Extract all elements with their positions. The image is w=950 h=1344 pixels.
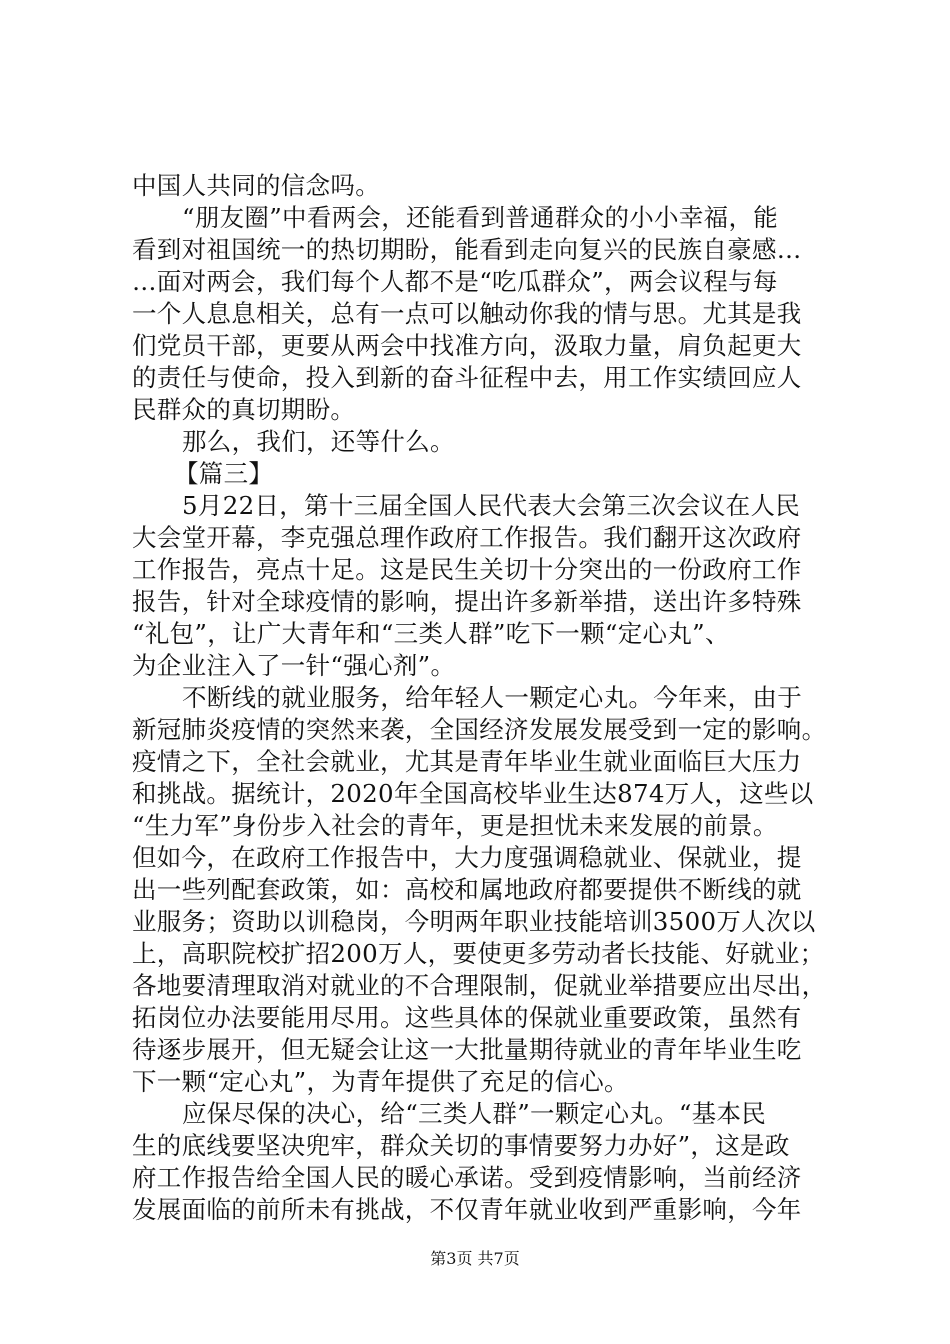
text-line: “生力军”身份步入社会的青年，更是担忧未来发展的前景。 <box>132 811 778 840</box>
text-line: 发展面临的前所未有挑战，不仅青年就业收到严重影响，今年 <box>132 1195 802 1224</box>
page-number-footer: 第3页 共7页 <box>430 1249 520 1268</box>
text-line: 拓岗位办法要能用尽用。这些具体的保就业重要政策，虽然有 <box>132 1003 802 1032</box>
text-line: 上，高职院校扩招200万人，要使更多劳动者长技能、好就业； <box>132 939 825 968</box>
text-line: 下一颗“定心丸”，为青年提供了充足的信心。 <box>132 1067 629 1096</box>
text-line: 工作报告，亮点十足。这是民生关切十分突出的一份政府工作 <box>132 555 802 584</box>
text-line: 但如今，在政府工作报告中，大力度强调稳就业、保就业，提 <box>132 843 802 872</box>
text-line: 业服务；资助以训稳岗，今明两年职业技能培训3500万人次以 <box>132 907 816 936</box>
text-line: 那么，我们，还等什么。 <box>182 427 455 456</box>
text-line: 大会堂开幕，李克强总理作政府工作报告。我们翻开这次政府 <box>132 523 802 552</box>
text-line: 们党员干部，更要从两会中找准方向，汲取力量，肩负起更大 <box>132 331 802 360</box>
text-line: 新冠肺炎疫情的突然来袭，全国经济发展发展受到一定的影响。 <box>132 715 827 744</box>
text-line: 府工作报告给全国人民的暖心承诺。受到疫情影响，当前经济 <box>132 1163 802 1192</box>
text-line: 应保尽保的决心，给“三类人群”一颗定心丸。“基本民 <box>182 1099 767 1128</box>
text-line: 报告，针对全球疫情的影响，提出许多新举措，送出许多特殊 <box>132 587 802 616</box>
text-line: 民群众的真切期盼。 <box>132 395 356 424</box>
text-line: 和挑战。据统计，2020年全国高校毕业生达874万人，这些以 <box>132 779 814 808</box>
document-body <box>132 170 832 1226</box>
text-line: “礼包”，让广大青年和“三类人群”吃下一颗“定心丸”、 <box>132 619 730 648</box>
text-line: 不断线的就业服务，给年轻人一颗定心丸。今年来，由于 <box>182 683 802 712</box>
text-line: 看到对祖国统一的热切期盼，能看到走向复兴的民族自豪感… <box>132 235 802 264</box>
section-heading: 【篇三】 <box>174 459 274 488</box>
text-line: 为企业注入了一针“强心剂”。 <box>132 651 456 680</box>
text-line: 一个人息息相关，总有一点可以触动你我的情与思。尤其是我 <box>132 299 802 328</box>
text-line: 中国人共同的信念吗。 <box>132 171 380 200</box>
text-line: 出一些列配套政策，如：高校和属地政府都要提供不断线的就 <box>132 875 802 904</box>
text-line: 的责任与使命，投入到新的奋斗征程中去，用工作实绩回应人 <box>132 363 802 392</box>
text-line: 待逐步展开，但无疑会让这一大批量期待就业的青年毕业生吃 <box>132 1035 802 1064</box>
text-line: “朋友圈”中看两会，还能看到普通群众的小小幸福，能 <box>182 203 779 232</box>
text-line: 各地要清理取消对就业的不合理限制，促就业举措要应出尽出， <box>132 971 827 1000</box>
text-line: 5月22日，第十三届全国人民代表大会第三次会议在人民 <box>182 491 801 520</box>
text-line: …面对两会，我们每个人都不是“吃瓜群众”，两会议程与每 <box>132 267 778 296</box>
text-line: 疫情之下，全社会就业，尤其是青年毕业生就业面临巨大压力 <box>132 747 802 776</box>
text-line: 生的底线要坚决兜牢，群众关切的事情要努力办好”，这是政 <box>132 1131 790 1160</box>
